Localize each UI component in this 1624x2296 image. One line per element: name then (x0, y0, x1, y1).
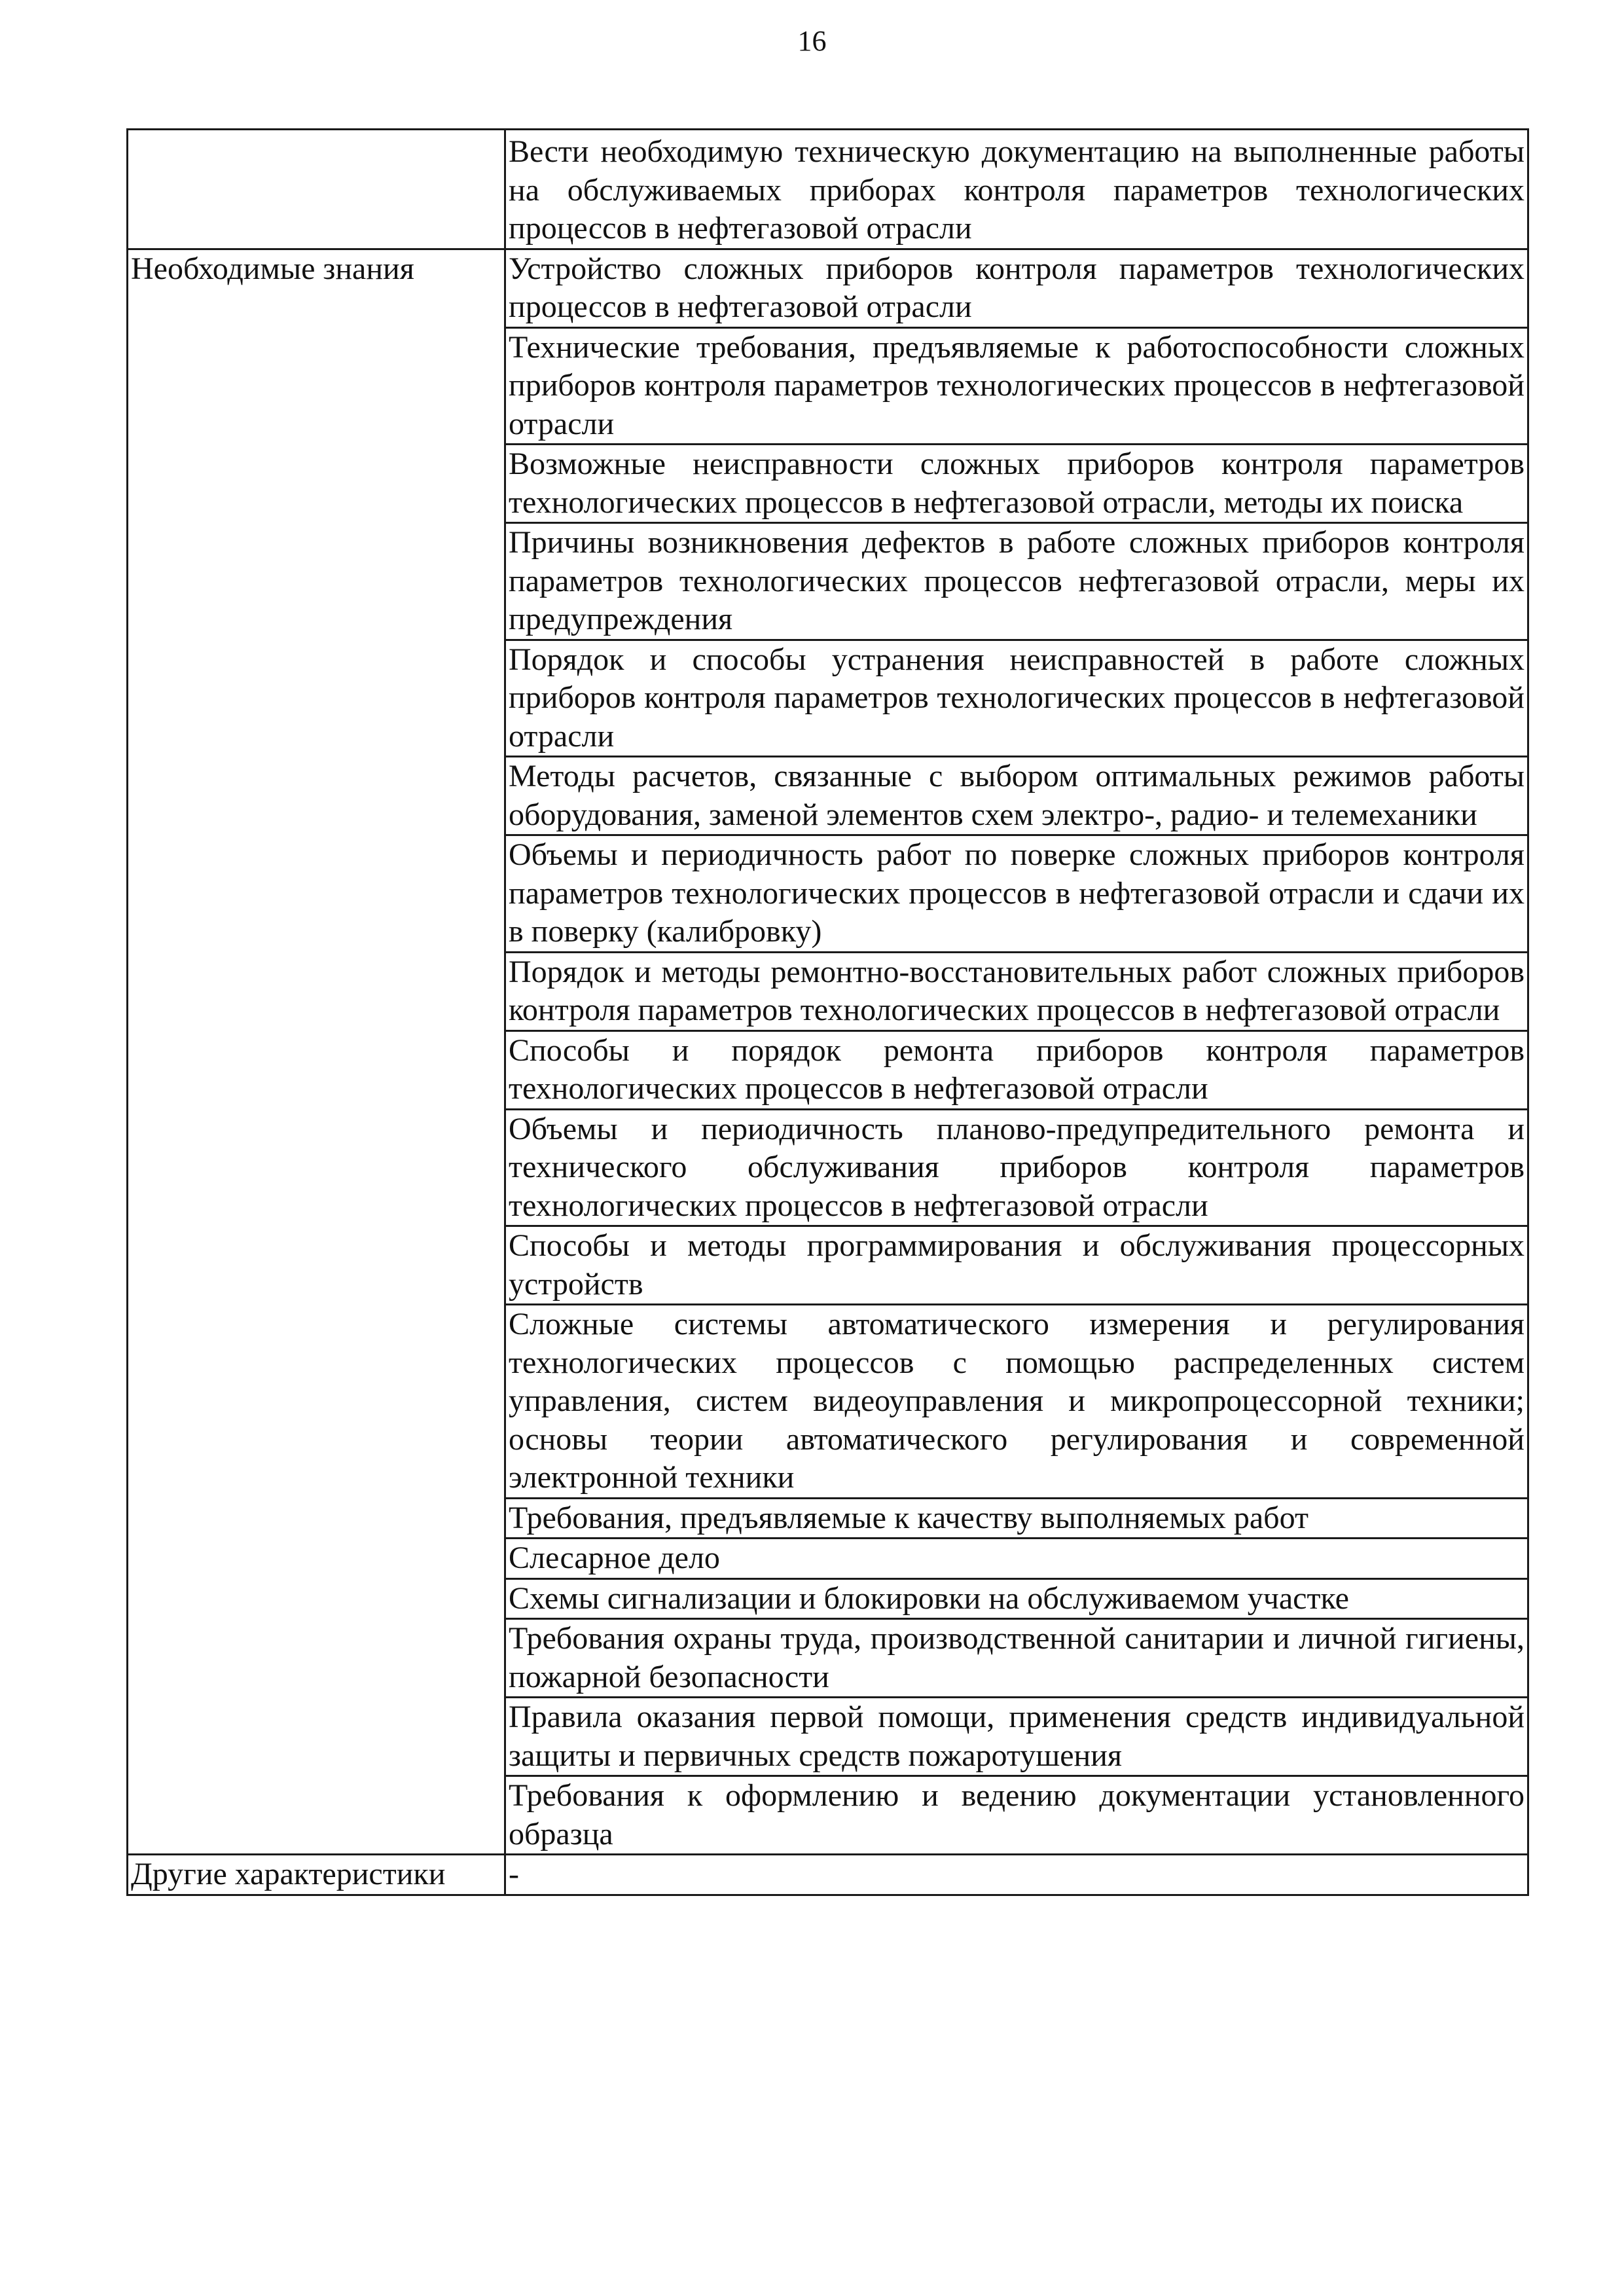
knowledge-item: Требования охраны труда, производственной санитарии и личной гигиены, пожарной безопасности (505, 1619, 1528, 1698)
knowledge-item: Требования, предъявляемые к качеству выполняемых работ (505, 1498, 1528, 1539)
knowledge-item: Правила оказания первой помощи, применения средств индивидуальной защиты и первичных средств пожаротушения (505, 1698, 1528, 1776)
competency-table (126, 128, 1529, 1896)
other-characteristics-label: Другие характеристики (128, 1855, 505, 1895)
table-row (128, 1855, 1528, 1895)
page-number: 16 (797, 25, 827, 57)
knowledge-item: Технические требования, предъявляемые к работоспособности сложных приборов контроля параметров технологических процессов в нефтегазовой отрасли (505, 327, 1528, 445)
table-row (128, 249, 1528, 327)
knowledge-item: Слесарное дело (505, 1539, 1528, 1579)
knowledge-item: Устройство сложных приборов контроля параметров технологических процессов в нефтегазовой отрасли (505, 249, 1528, 327)
knowledge-label: Необходимые знания (128, 249, 505, 1855)
knowledge-item: Причины возникновения дефектов в работе сложных приборов контроля параметров технологических процессов нефтегазовой отрасли, меры их предупреждения (505, 523, 1528, 640)
knowledge-item: Возможные неисправности сложных приборов контроля параметров технологических процессов в нефтегазовой отрасли, методы их поиска (505, 445, 1528, 523)
table-cell-text: Вести необходимую техническую документацию на выполненные работы на обслуживаемых приборах контроля параметров технологических процессов в нефтегазовой отрасли (505, 130, 1528, 249)
knowledge-item: Требования к оформлению и ведению документации установленного образца (505, 1776, 1528, 1855)
knowledge-item: Объемы и периодичность работ по поверке сложных приборов контроля параметров технологических процессов в нефтегазовой отрасли и сдачи их в поверку (калибровку) (505, 835, 1528, 953)
table-row (128, 130, 1528, 249)
knowledge-item: Объемы и периодичность планово-предупредительного ремонта и технического обслуживания приборов контроля параметров технологических процессов в нефтегазовой отрасли (505, 1109, 1528, 1226)
knowledge-item: Порядок и методы ремонтно-восстановительных работ сложных приборов контроля параметров технологических процессов в нефтегазовой отрасли (505, 952, 1528, 1030)
empty-label-cell (128, 130, 505, 249)
other-characteristics-value: - (505, 1855, 1528, 1895)
knowledge-item: Способы и методы программирования и обслуживания процессорных устройств (505, 1226, 1528, 1305)
knowledge-item: Способы и порядок ремонта приборов контроля параметров технологических процессов в нефтегазовой отрасли (505, 1030, 1528, 1109)
knowledge-item: Схемы сигнализации и блокировки на обслуживаемом участке (505, 1578, 1528, 1619)
knowledge-item: Методы расчетов, связанные с выбором оптимальных режимов работы оборудования, заменой элементов схем электро-, радио- и телемеханики (505, 757, 1528, 835)
knowledge-item: Сложные системы автоматического измерения и регулирования технологических процессов с помощью распределенных систем управления, систем видеоуправления и микропроцессорной техники; основы теории автоматического регулирования и современной электронной техники (505, 1305, 1528, 1499)
knowledge-item: Порядок и способы устранения неисправностей в работе сложных приборов контроля параметров технологических процессов в нефтегазовой отрасли (505, 640, 1528, 757)
